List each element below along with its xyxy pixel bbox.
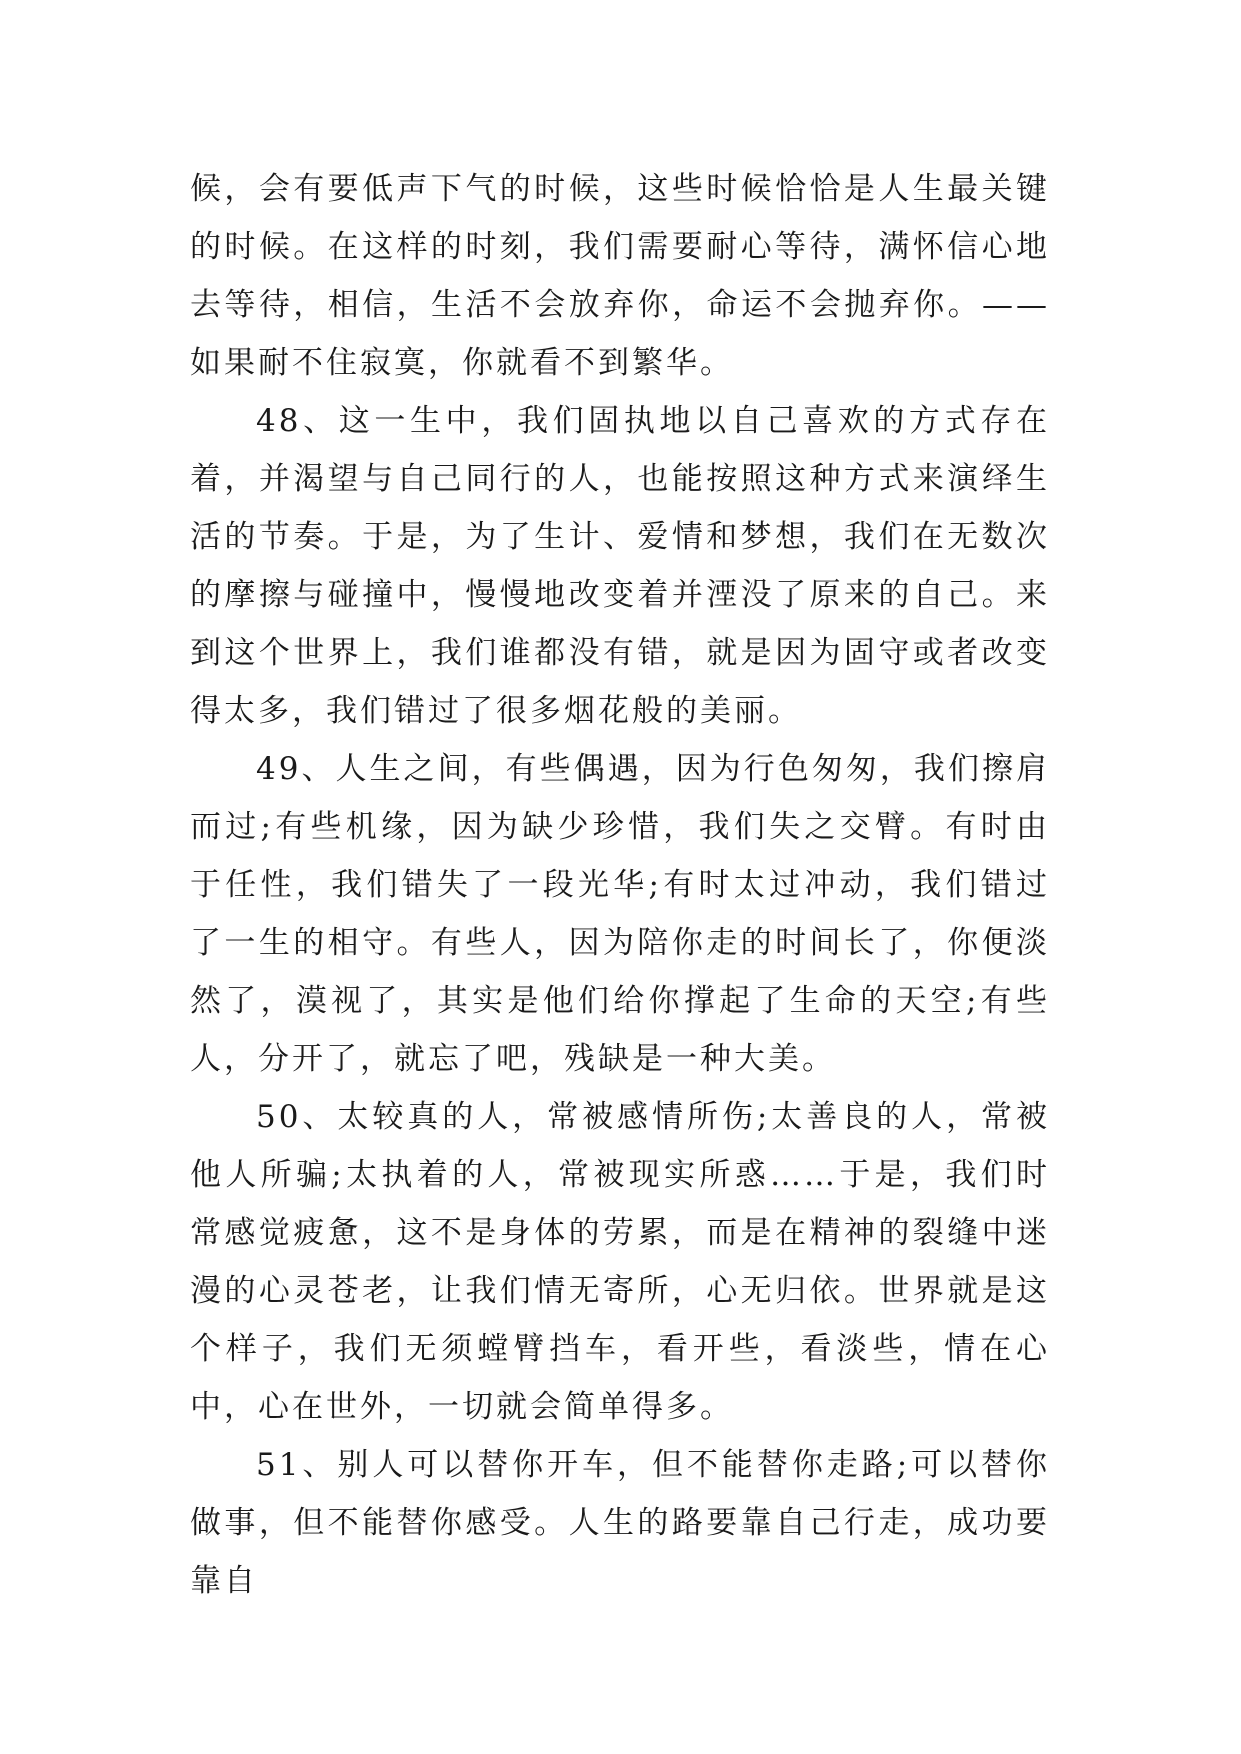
paragraph-49: 49、人生之间，有些偶遇，因为行色匆匆，我们擦肩而过;有些机缘，因为缺少珍惜，我们失之交臂。有时由于任性，我们错失了一段光华;有时太过冲动，我们错过了一生的相守。有些人，因为陪你走的时间长了，你便淡然了，漠视了，其实是他们给你撑起了生命的天空;有些人，分开了，就忘了吧，残缺是一种大美。 (190, 751, 1050, 1077)
paragraph-48: 48、这一生中，我们固执地以自己喜欢的方式存在着，并渴望与自己同行的人，也能按照这种方式来演绎生活的节奏。于是，为了生计、爱情和梦想，我们在无数次的摩擦与碰撞中，慢慢地改变着并湮没了原来的自己。来到这个世界上，我们谁都没有错，就是因为固守或者改变得太多，我们错过了很多烟花般的美丽。 (190, 403, 1050, 729)
paragraph-51: 51、别人可以替你开车，但不能替你走路;可以替你做事，但不能替你感受。人生的路要靠自己行走，成功要靠自 (190, 1447, 1050, 1599)
document-body (190, 160, 1050, 1610)
paragraph-50: 50、太较真的人，常被感情所伤;太善良的人，常被他人所骗;太执着的人，常被现实所惑……于是，我们时常感觉疲惫，这不是身体的劳累，而是在精神的裂缝中迷漫的心灵苍老，让我们情无寄所，心无归依。世界就是这个样子，我们无须螳臂挡车，看开些，看淡些，情在心中，心在世外，一切就会简单得多。 (190, 1099, 1050, 1425)
paragraph-continued: 候，会有要低声下气的时候，这些时候恰恰是人生最关键的时候。在这样的时刻，我们需要耐心等待，满怀信心地去等待，相信，生活不会放弃你，命运不会抛弃你。——如果耐不住寂寞，你就看不到繁华。 (190, 171, 1050, 381)
